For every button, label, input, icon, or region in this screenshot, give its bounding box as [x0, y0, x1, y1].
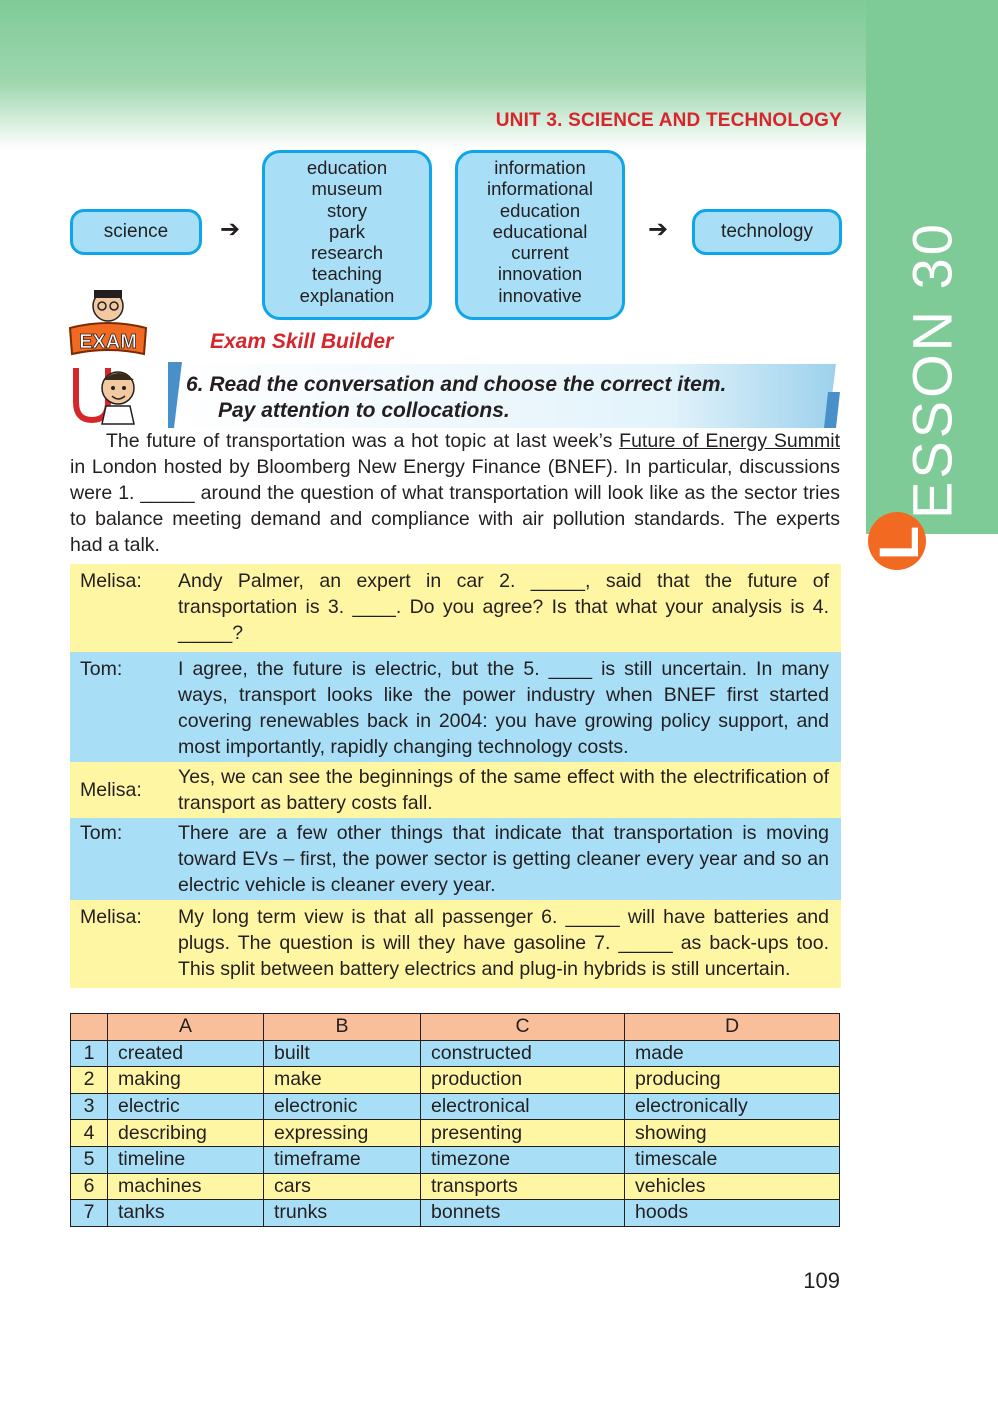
- page-number: 109: [803, 1268, 840, 1293]
- task-line-1: 6. Read the conversation and choose the correct item.: [186, 373, 727, 396]
- word-map-technology: technology: [692, 209, 842, 255]
- item-number: 5: [71, 1146, 108, 1173]
- option-b: trunks: [264, 1200, 421, 1227]
- word-map-science: science: [70, 209, 202, 255]
- word-map-item: information: [494, 157, 586, 178]
- dialogue-row: [70, 564, 841, 652]
- speaker: Melisa:: [80, 906, 142, 928]
- option-a: created: [108, 1040, 264, 1067]
- word-map-item: current: [511, 242, 569, 264]
- item-number: 7: [71, 1200, 108, 1227]
- speaker: Melisa:: [80, 570, 142, 592]
- table-row: [71, 1200, 840, 1227]
- word-map-item: teaching: [312, 263, 382, 285]
- word-map-item: park: [329, 220, 365, 242]
- lesson-letter: L: [867, 525, 930, 561]
- word-map-item: educational: [492, 220, 588, 242]
- word-map-item: research: [311, 242, 383, 264]
- dialogue-row: [70, 762, 841, 818]
- option-b: electronic: [264, 1093, 421, 1120]
- table-header: A: [108, 1014, 264, 1041]
- exam-mascot-icon: [68, 288, 148, 358]
- table-header: D: [625, 1014, 840, 1041]
- word-map-column-1: [262, 150, 432, 320]
- item-number: 1: [71, 1040, 108, 1067]
- arrow-right-icon: ➔: [648, 216, 669, 243]
- word-map-item: innovation: [497, 263, 583, 285]
- intro-text: in London hosted by Bloomberg New Energy Finance (BNEF). In particular, discussions were 1. _____ around the question of what transportation will look like as the sector tries to balance meeting demand and compliance with air pollution standards. The experts had a talk.: [70, 456, 840, 556]
- option-a: machines: [108, 1173, 264, 1200]
- intro-text: The future of transportation was a hot topic at last week’s: [106, 430, 620, 452]
- table-header: [71, 1014, 108, 1041]
- dialogue-row: [70, 818, 841, 900]
- option-b: timeframe: [264, 1146, 421, 1173]
- word-map-column-2: [455, 150, 625, 320]
- option-b: expressing: [264, 1120, 421, 1147]
- item-number: 3: [71, 1093, 108, 1120]
- intro-paragraph: [70, 428, 840, 558]
- dialogue: [70, 564, 841, 988]
- option-a: describing: [108, 1120, 264, 1147]
- option-a: electric: [108, 1093, 264, 1120]
- option-d: producing: [625, 1067, 840, 1094]
- word-map-item: informational: [487, 178, 593, 200]
- student-mascot-icon: [68, 362, 148, 426]
- option-b: built: [264, 1040, 421, 1067]
- option-b: make: [264, 1067, 421, 1094]
- option-c: electronical: [421, 1093, 625, 1120]
- word-map-item: education: [499, 199, 581, 221]
- table-row: [71, 1173, 840, 1200]
- exam-skill-title: Exam Skill Builder: [210, 330, 394, 353]
- table-row: [71, 1040, 840, 1067]
- option-c: presenting: [421, 1120, 625, 1147]
- option-c: bonnets: [421, 1200, 625, 1227]
- option-d: hoods: [625, 1200, 840, 1227]
- option-a: tanks: [108, 1200, 264, 1227]
- option-d: vehicles: [625, 1173, 840, 1200]
- option-d: showing: [625, 1120, 840, 1147]
- svg-text:EXAM: EXAM: [79, 331, 137, 353]
- option-d: made: [625, 1040, 840, 1067]
- arrow-right-icon: ➔: [220, 216, 241, 243]
- word-map-item: explanation: [299, 284, 395, 306]
- option-d: electronically: [625, 1093, 840, 1120]
- table-header: B: [264, 1014, 421, 1041]
- table-row: [71, 1067, 840, 1094]
- table-row: [71, 1120, 840, 1147]
- table-row: [71, 1093, 840, 1120]
- dialogue-row: [70, 652, 841, 762]
- table-header-row: [71, 1014, 840, 1041]
- item-number: 4: [71, 1120, 108, 1147]
- word-map-item: innovative: [498, 284, 582, 306]
- item-number: 2: [71, 1067, 108, 1094]
- dialogue-text: My long term view is that all passenger 6. _____ will have batteries and plugs. The question is will they have gasoline 7. _____ as back-ups too. This split between battery electrics and plug-in hybrids is still uncertain.: [178, 906, 829, 980]
- dialogue-text: Yes, we can see the beginnings of the same effect with the electrification of transport as battery costs fall.: [178, 766, 829, 814]
- speaker: Tom:: [80, 822, 123, 844]
- option-a: timeline: [108, 1146, 264, 1173]
- dialogue-text: There are a few other things that indicate that transportation is moving toward EVs – first, the power sector is getting cleaner every year and so an electric vehicle is cleaner every year.: [178, 822, 829, 896]
- answer-options-table: [70, 1013, 840, 1227]
- speaker: Melisa:: [80, 779, 142, 801]
- option-d: timescale: [625, 1146, 840, 1173]
- dialogue-row: [70, 900, 841, 988]
- task-instruction: [186, 372, 836, 424]
- item-number: 6: [71, 1173, 108, 1200]
- task-line-2: Pay attention to collocations.: [218, 399, 510, 422]
- option-b: cars: [264, 1173, 421, 1200]
- speaker: Tom:: [80, 658, 123, 680]
- word-map-item: story: [326, 199, 368, 221]
- lesson-label: ESSON 30: [900, 221, 964, 519]
- option-a: making: [108, 1067, 264, 1094]
- word-map-item: education: [306, 157, 388, 178]
- option-c: production: [421, 1067, 625, 1094]
- unit-title: UNIT 3. SCIENCE AND TECHNOLOGY: [495, 110, 842, 131]
- option-c: timezone: [421, 1146, 625, 1173]
- dialogue-text: I agree, the future is electric, but the 5. ____ is still uncertain. In many ways, transport looks like the power industry when BNEF first started covering renewables back in 2004: you have growing policy support, and most importantly, rapidly changing technology costs.: [178, 658, 829, 758]
- option-c: transports: [421, 1173, 625, 1200]
- table-header: C: [421, 1014, 625, 1041]
- summit-link: Future of Energy Summit: [619, 430, 840, 452]
- word-map-item: museum: [311, 178, 383, 200]
- option-c: constructed: [421, 1040, 625, 1067]
- dialogue-text: Andy Palmer, an expert in car 2. _____, said that the future of transportation is 3. ____. Do you agree? Is that what your analysis is 4. _____?: [178, 570, 829, 644]
- table-row: [71, 1146, 840, 1173]
